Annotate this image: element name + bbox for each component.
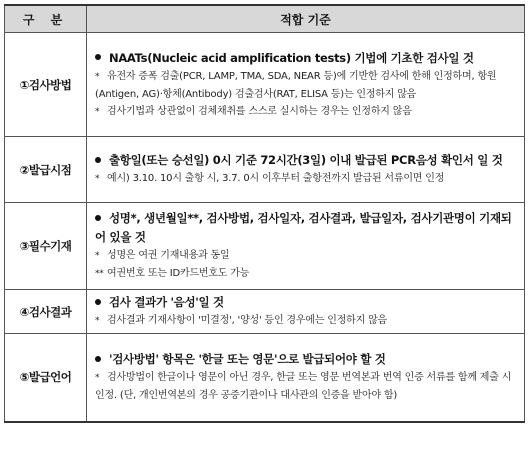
row-content bbox=[87, 203, 525, 290]
row-label: ②발급시점 bbox=[5, 137, 87, 203]
asterisk-marker: ** bbox=[95, 269, 104, 279]
bullet-item bbox=[95, 103, 518, 121]
bullet-dot-icon bbox=[95, 299, 101, 305]
criteria-table-container bbox=[4, 4, 525, 444]
table-row bbox=[5, 334, 525, 422]
asterisk-marker: * bbox=[95, 106, 100, 117]
row-heading: 출항일(또는 승선일) 0시 기준 72시간(3일) 이내 발급된 PCR음성 확인서 일 것 bbox=[95, 151, 518, 170]
bullet-item bbox=[95, 265, 518, 283]
bullet-item bbox=[95, 170, 518, 188]
bullet-text: 검사방법이 한글이나 영문이 아닌 경우, 한글 또는 영문 번역본과 번역 인증 서류를 함께 제출 시 인정. (단, 개인번역본의 경우 공증기관이나 대사관의 인증을 받아야 함) bbox=[95, 372, 512, 402]
row-heading: 성명*, 생년월일**, 검사방법, 검사일자, 검사결과, 발급일자, 검사기관명이 기재되어 있을 것 bbox=[95, 211, 512, 244]
bullet-dot-icon bbox=[95, 157, 101, 163]
bullet-text: 검사결과 기재사항이 '미결정', '양성' 등인 경우에는 인정하지 않음 bbox=[107, 315, 387, 326]
table-row bbox=[5, 137, 525, 203]
asterisk-marker: * bbox=[95, 316, 100, 326]
bullet-dot-icon bbox=[95, 356, 101, 362]
row-label: ③필수기재 bbox=[5, 203, 87, 290]
bullet-item bbox=[95, 312, 518, 330]
bullet-text: 예시) 3.10. 10시 출항 시, 3.7. 0시 이후부터 출항전까지 발급된 서류이면 인정 bbox=[107, 173, 445, 184]
bullet-dot-icon bbox=[95, 54, 101, 60]
row-content bbox=[87, 290, 525, 334]
table-header-row bbox=[5, 5, 525, 33]
row-label: ④검사결과 bbox=[5, 290, 87, 334]
row-heading: '검사방법' 항목은 '한글 또는 영문'으로 발급되어야 할 것 bbox=[95, 350, 518, 369]
row-label: ⑤발급언어 bbox=[5, 334, 87, 422]
bullet-text: 여권번호 또는 ID카드번호도 가능 bbox=[107, 268, 250, 279]
bullet-text: 검사기법과 상관없이 검체채취를 스스로 실시하는 경우는 인정하지 않음 bbox=[107, 105, 412, 117]
asterisk-marker: * bbox=[95, 174, 100, 184]
table-row bbox=[5, 290, 525, 334]
asterisk-marker: * bbox=[95, 251, 100, 261]
asterisk-marker: * bbox=[95, 71, 100, 82]
table-row bbox=[5, 203, 525, 290]
row-content bbox=[87, 33, 525, 137]
bullet-item bbox=[95, 68, 518, 103]
row-label: ①검사방법 bbox=[5, 33, 87, 137]
asterisk-marker: * bbox=[95, 373, 100, 384]
bullet-text: 성명은 여권 기재내용과 동일 bbox=[107, 250, 230, 261]
bullet-item bbox=[95, 369, 518, 404]
criteria-table bbox=[4, 4, 525, 423]
bullet-dot-icon bbox=[95, 215, 101, 221]
row-content bbox=[87, 334, 525, 422]
header-category: 구 분 bbox=[5, 5, 87, 33]
bullet-item bbox=[95, 247, 518, 265]
row-content bbox=[87, 137, 525, 203]
bullet-text: 유전자 증폭 검출(PCR, LAMP, TMA, SDA, NEAR 등)에 기반한 검사에 한해 인정하며, 항원(Antigen, AG)·항체(Antibody) 검출검사(RAT, ELISA 등)는 인정하지 않음 bbox=[95, 70, 497, 100]
header-criteria: 적합 기준 bbox=[87, 5, 525, 33]
row-heading: NAATs(Nucleic acid amplification tests) 기법에 기초한 검사일 것 bbox=[95, 49, 518, 68]
table-row bbox=[5, 33, 525, 137]
row-heading: 검사 결과가 '음성'일 것 bbox=[95, 293, 518, 312]
